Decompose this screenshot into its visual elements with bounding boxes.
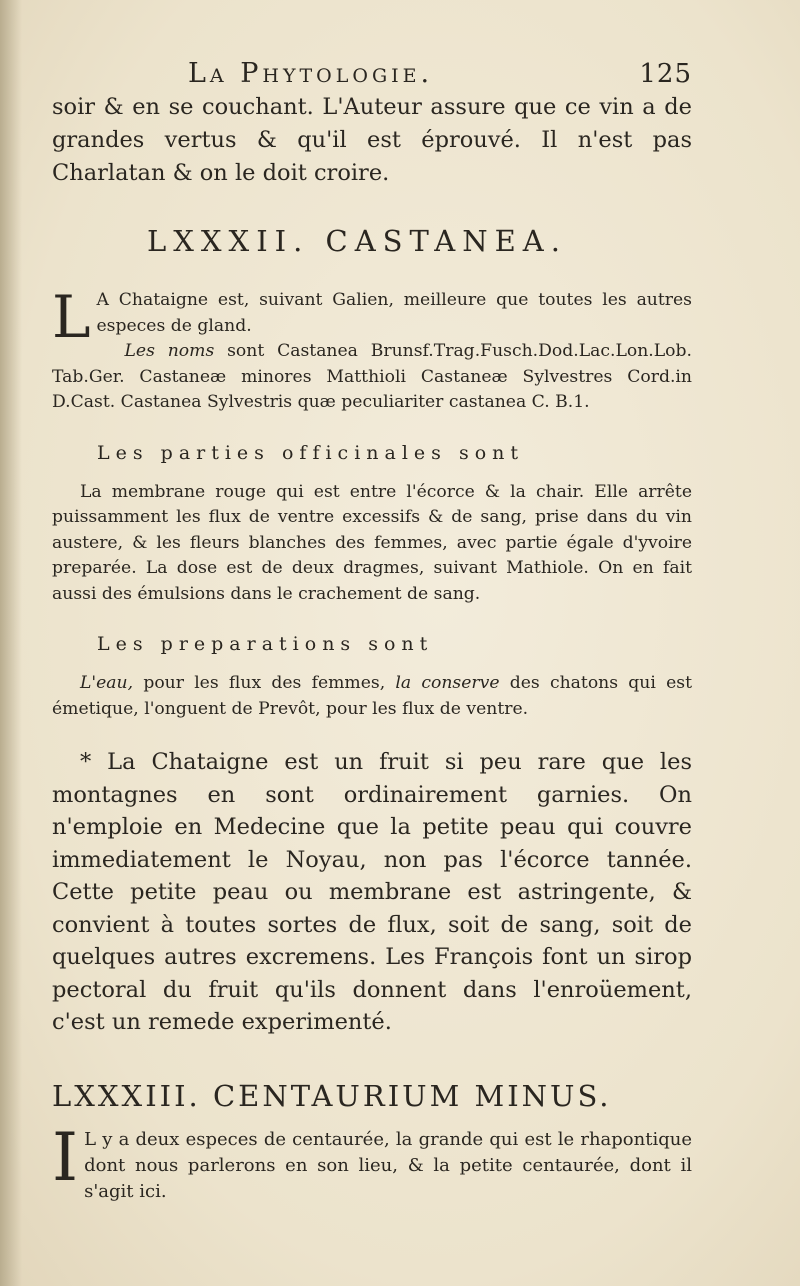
prep-eau: L'eau,: [80, 673, 134, 693]
running-header: [188, 58, 692, 89]
section-heading-castanea: LXXXII. CASTANEA.: [147, 224, 567, 258]
page-number: 125: [639, 59, 692, 89]
preparations-paragraph: [52, 671, 692, 722]
drop-cap: I: [52, 1118, 79, 1196]
prep-text-2: des chatons qui est émetique, l'onguent de Prevôt, pour les flux de ventre.: [52, 673, 692, 719]
castanea-lead-text: A Chataigne est, suivant Galien, meilleure que toutes les autres especes de gland.: [96, 290, 692, 336]
names-label: Les noms: [124, 341, 215, 361]
drop-cap: L: [52, 283, 91, 351]
intro-paragraph: soir & en se couchant. L'Auteur assure que ce vin a de grandes vertus & qu'il est éprouvé. Il n'est pas Charlatan & on le doit croire.: [52, 94, 692, 186]
prep-text-1: pour les flux des femmes,: [133, 673, 396, 693]
officinal-parts-heading: Les parties officinales sont: [97, 441, 525, 464]
editor-note-paragraph: * La Chataigne est un fruit si peu rare que les montagnes en sont ordinairement garnies. On n'emploie en Medecine que la petite peau qui couvre immediatement le Noyau, non pas l'écorce tannée. Cette petite peau ou membrane est astringente, & convient à toutes sortes de flux, soit de sang, soit de quelques autres excremens. Les François font un sirop pectoral du fruit qu'ils donnent dans l'enroüement, c'est un remede experimenté.: [52, 749, 692, 1035]
castanea-names-paragraph: [52, 339, 692, 416]
names-text: sont Castanea Brunsf.Trag.Fusch.Dod.Lac.Lon.Lob. Tab.Ger. Castaneæ minores Matthioli Castaneæ Sylvestres Cord.in D.Cast. Castanea Sylvestris quæ peculiariter castanea C. B.1.: [52, 341, 692, 412]
centaurium-lead-text: L y a deux especes de centaurée, la grande qui est le rhapontique dont nous parlerons en son lieu, & la petite centaurée, dont il s'agit ici.: [84, 1128, 692, 1202]
running-title: La Phytologie.: [188, 58, 434, 89]
preparations-heading: Les preparations sont: [97, 633, 434, 655]
prep-conserve: la conserve: [395, 673, 500, 693]
section-heading-centaurium: LXXXIII. CENTAURIUM MINUS.: [52, 1078, 612, 1113]
centaurium-lead-paragraph: [52, 1118, 692, 1205]
page-gutter-shadow: [0, 0, 22, 1286]
page-text-block: [52, 58, 692, 1205]
officinal-parts-paragraph: La membrane rouge qui est entre l'écorce & la chair. Elle arrête puissamment les flux de ventre excessifs & de sang, prise dans du vin austere, & les fleurs blanches des femmes, avec partie égale d'yvoire preparée. La dose est de deux dragmes, suivant Mathiole. On en fait aussi des émulsions dans le crachement de sang.: [52, 481, 692, 604]
